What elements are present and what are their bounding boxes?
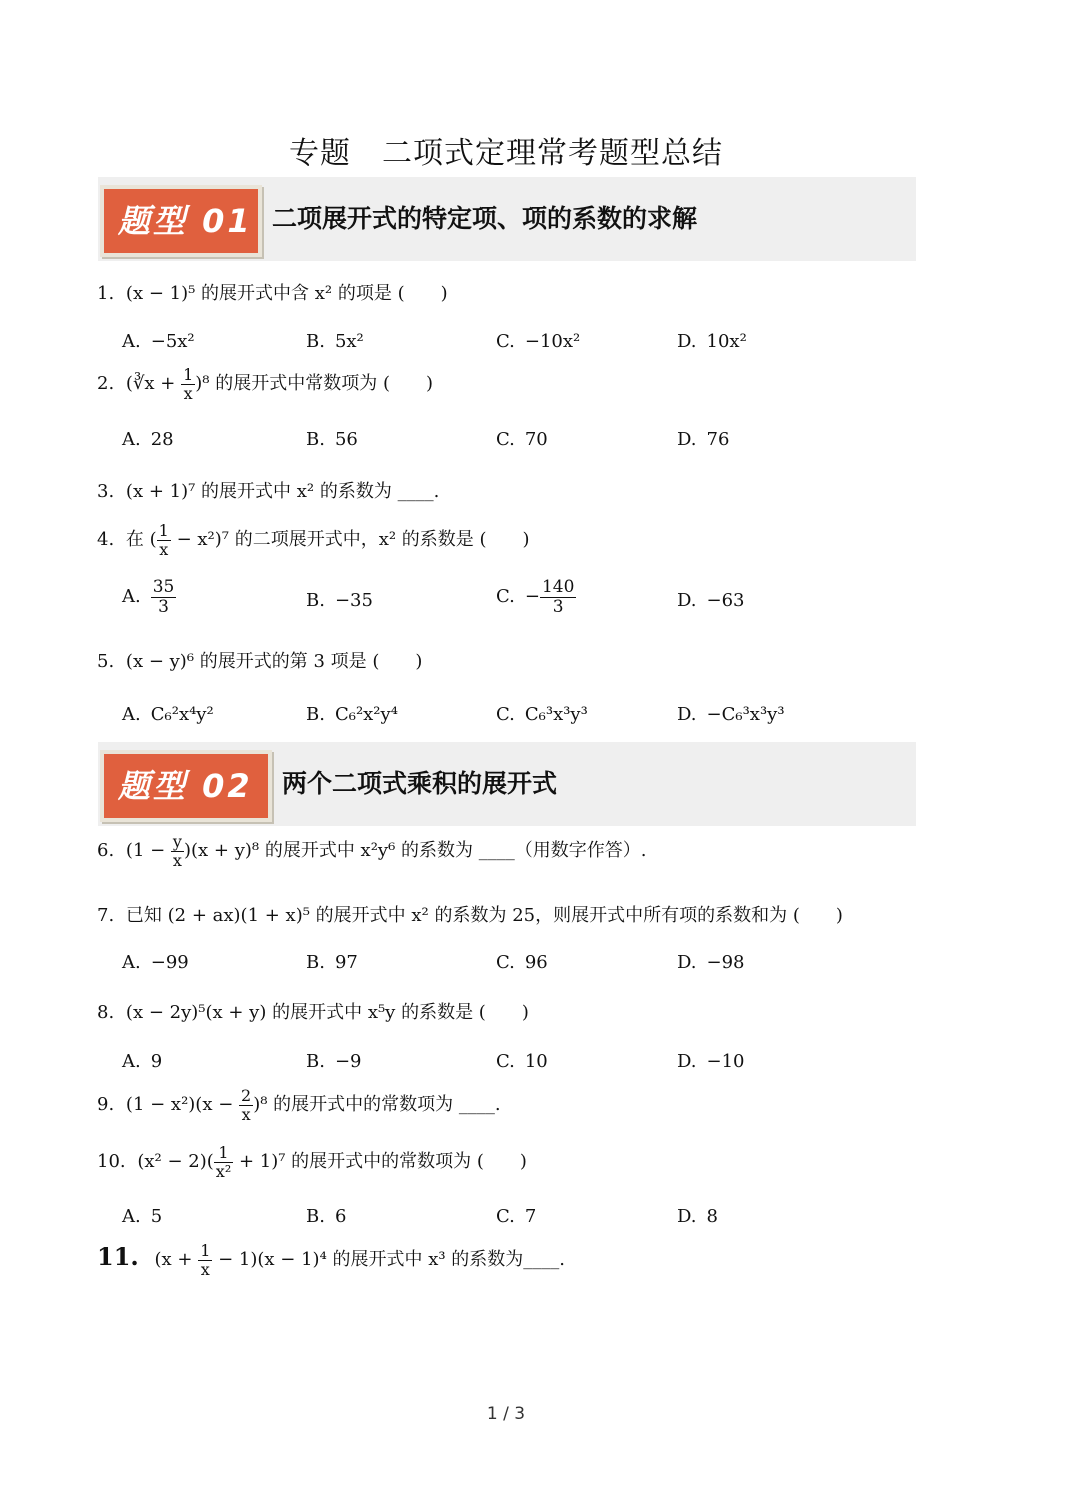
fraction: $\frac{140}{3}$ bbox=[541, 577, 575, 617]
option-d: D. −63 bbox=[677, 590, 745, 611]
option-c: C. 96 bbox=[496, 952, 548, 973]
option-c: C. −10x² bbox=[496, 331, 581, 352]
question-9: 9. (1 − x²)(x − $\frac{2}{x}$ )⁸ 的展开式中的常数项为 ____. bbox=[97, 1086, 501, 1124]
question-number: 3. bbox=[97, 481, 115, 502]
question-3 bbox=[97, 477, 439, 503]
fraction: $\frac{y}{x}$ bbox=[172, 832, 182, 870]
option-c: C. 7 bbox=[496, 1206, 537, 1227]
question-number: 1. bbox=[97, 283, 115, 304]
question-number: 11. bbox=[97, 1242, 139, 1272]
option-b: B. 6 bbox=[306, 1206, 347, 1227]
question-11: 11. (x + $\frac{1}{x}$ − 1)(x − 1)⁴ 的展开式中 x³ 的系数为____. bbox=[97, 1241, 566, 1279]
option-b: B. −9 bbox=[306, 1051, 362, 1072]
page-title: 专题 二项式定理常考题型总结 bbox=[289, 136, 723, 171]
fraction: $\frac{1}{x}$ bbox=[183, 365, 194, 403]
option-d: D. −98 bbox=[677, 952, 745, 973]
option-d: D. 10x² bbox=[677, 331, 747, 352]
question-text: (x − 2y)⁵(x + y) 的展开式中 x⁵y 的系数是 ( ) bbox=[125, 1002, 529, 1023]
question-number: 2. bbox=[97, 373, 115, 395]
fraction: $\frac{1}{x}$ bbox=[158, 521, 169, 559]
question-number: 4. bbox=[97, 529, 115, 551]
question-number: 7. bbox=[97, 905, 115, 926]
option-a: A. 5 bbox=[122, 1206, 163, 1227]
section-title-02: 两个二项式乘积的展开式 bbox=[282, 769, 558, 798]
question-5 bbox=[97, 647, 422, 673]
option-b: B. 56 bbox=[306, 429, 358, 450]
question-10: 10. (x² − 2)( $\frac{1}{\text{x²}}$ + 1)⁷ 的展开式中的常数项为 ( ) bbox=[97, 1143, 527, 1181]
option-b: B. −35 bbox=[306, 590, 373, 611]
question-8 bbox=[97, 998, 529, 1024]
question-text: (x + 1)⁷ 的展开式中 x² 的系数为 ____. bbox=[125, 481, 440, 502]
option-d: D. 8 bbox=[677, 1206, 718, 1227]
option-c: C. 70 bbox=[496, 429, 548, 450]
option-b: B. 5x² bbox=[306, 331, 364, 352]
fraction: $\frac{1}{\text{x²}}$ bbox=[215, 1143, 232, 1181]
option-c: C. − $\frac{140}{3}$ bbox=[496, 577, 575, 617]
question-text: 已知 (2 + ax)(1 + x)⁵ 的展开式中 x² 的系数为 25，则展开式中所有项的系数和为 ( ) bbox=[125, 905, 843, 926]
section-banner-02 bbox=[98, 742, 916, 826]
question-number: 10. bbox=[97, 1151, 126, 1173]
option-a: A. 9 bbox=[122, 1051, 163, 1072]
option-a: A. $\frac{35}{3}$ bbox=[122, 577, 175, 617]
option-b: B. 97 bbox=[306, 952, 358, 973]
option-c: C. C₆³x³y³ bbox=[496, 704, 588, 725]
option-b: B. C₆²x²y⁴ bbox=[306, 704, 398, 725]
question-text: (x − 1)⁵ 的展开式中含 x² 的项是 ( ) bbox=[125, 283, 448, 304]
page-number: 1 / 3 bbox=[486, 1404, 526, 1424]
question-text: (x − y)⁶ 的展开式的第 3 项是 ( ) bbox=[125, 651, 423, 672]
option-d: D. −10 bbox=[677, 1051, 745, 1072]
fraction: $\frac{35}{3}$ bbox=[152, 577, 175, 617]
option-a: A. −5x² bbox=[122, 331, 195, 352]
question-number: 9. bbox=[97, 1094, 115, 1116]
fraction: $\frac{2}{x}$ bbox=[241, 1086, 252, 1124]
question-1 bbox=[97, 279, 448, 305]
option-d: D. −C₆³x³y³ bbox=[677, 704, 785, 725]
fraction: $\frac{1}{x}$ bbox=[200, 1241, 211, 1279]
option-d: D. 76 bbox=[677, 429, 730, 450]
option-c: C. 10 bbox=[496, 1051, 548, 1072]
section-tag-02: 题型 02 bbox=[100, 750, 272, 822]
section-tag-01: 题型 01 bbox=[100, 185, 262, 257]
question-4: 4. 在 ( $\frac{1}{x}$ − x²)⁷ 的二项展开式中，x² 的系数是 ( ) bbox=[97, 521, 530, 559]
question-number: 8. bbox=[97, 1002, 115, 1023]
question-2: 2. (∛x + $\frac{1}{x}$ )⁸ 的展开式中常数项为 ( ) bbox=[97, 365, 434, 403]
option-a: A. C₆²x⁴y² bbox=[122, 704, 214, 725]
question-number: 5. bbox=[97, 651, 115, 672]
question-number: 6. bbox=[97, 840, 115, 862]
question-6: 6. (1 − $\frac{y}{x}$ )(x + y)⁸ 的展开式中 x²y⁶ 的系数为 ____（用数字作答）. bbox=[97, 832, 647, 870]
section-banner-01 bbox=[98, 177, 916, 261]
section-title-01: 二项展开式的特定项、项的系数的求解 bbox=[272, 204, 698, 233]
option-a: A. 28 bbox=[122, 429, 174, 450]
question-7 bbox=[97, 901, 843, 927]
option-a: A. −99 bbox=[122, 952, 189, 973]
